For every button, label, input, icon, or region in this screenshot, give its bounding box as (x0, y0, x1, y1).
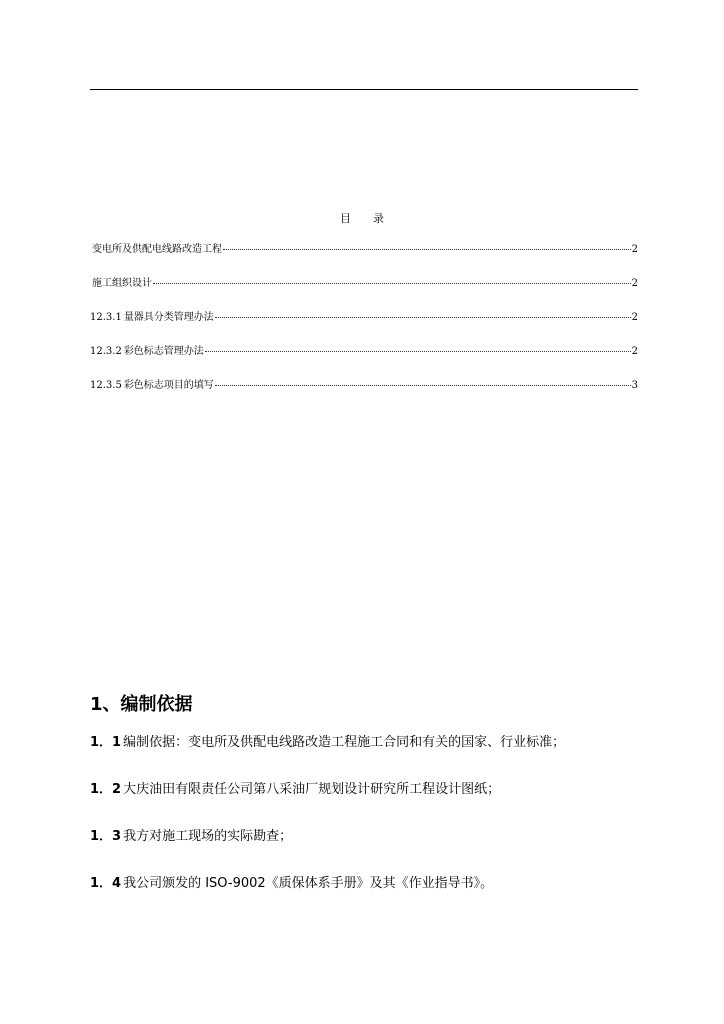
list-item (90, 778, 690, 825)
toc-entry[interactable] (90, 376, 638, 410)
toc-entry-text: 施工组织设计 (92, 278, 152, 289)
toc-entry[interactable] (90, 308, 638, 342)
toc-entry[interactable] (90, 240, 638, 274)
toc-entry-page: 2 (631, 346, 638, 357)
list-item (90, 825, 690, 872)
toc-entry-number: 12.3.5 (90, 380, 122, 391)
list-item (90, 872, 690, 919)
list-item-text: 我公司颁发的 ISO-9002《质保体系手册》及其《作业指导书》。 (123, 876, 494, 891)
toc-leader-dots (223, 249, 631, 250)
toc-title-char-1: 目 (340, 212, 351, 225)
list-item-number: 1．2 (90, 782, 122, 797)
list-item-number: 1．1 (90, 735, 122, 750)
toc-leader-dots (205, 351, 631, 352)
toc-entry-text: 彩色标志项目的填写 (123, 380, 214, 391)
table-of-contents (90, 240, 638, 410)
toc-entry[interactable] (90, 274, 638, 308)
header-rule (90, 89, 638, 90)
list-item-text: 编制依据：变电所及供配电线路改造工程施工合同和有关的国家、行业标准； (123, 735, 566, 750)
toc-entry-page: 2 (631, 278, 638, 289)
toc-leader-dots (215, 385, 631, 386)
basis-list (90, 731, 690, 919)
toc-leader-dots (153, 283, 631, 284)
toc-entry-number: 12.3.2 (90, 346, 122, 357)
toc-entry-text: 变电所及供配电线路改造工程 (92, 244, 222, 255)
list-item-number: 1．4 (90, 876, 122, 891)
list-item-text: 大庆油田有限责任公司第八采油厂规划设计研究所工程设计图纸； (123, 782, 501, 797)
toc-entry[interactable] (90, 342, 638, 376)
toc-leader-dots (215, 317, 631, 318)
toc-title (0, 210, 724, 226)
toc-entry-page: 2 (631, 312, 638, 323)
toc-entry-number: 12.3.1 (90, 312, 122, 323)
toc-entry-page: 2 (631, 244, 638, 255)
toc-entry-text: 彩色标志管理办法 (123, 346, 204, 357)
section-heading: 1、编制依据 (90, 694, 193, 715)
toc-entry-page: 3 (631, 380, 638, 391)
list-item (90, 731, 690, 778)
toc-entry-text: 量器具分类管理办法 (123, 312, 214, 323)
list-item-number: 1．3 (90, 829, 122, 844)
list-item-text: 我方对施工现场的实际勘查； (123, 829, 293, 844)
toc-title-char-2: 录 (373, 212, 384, 225)
